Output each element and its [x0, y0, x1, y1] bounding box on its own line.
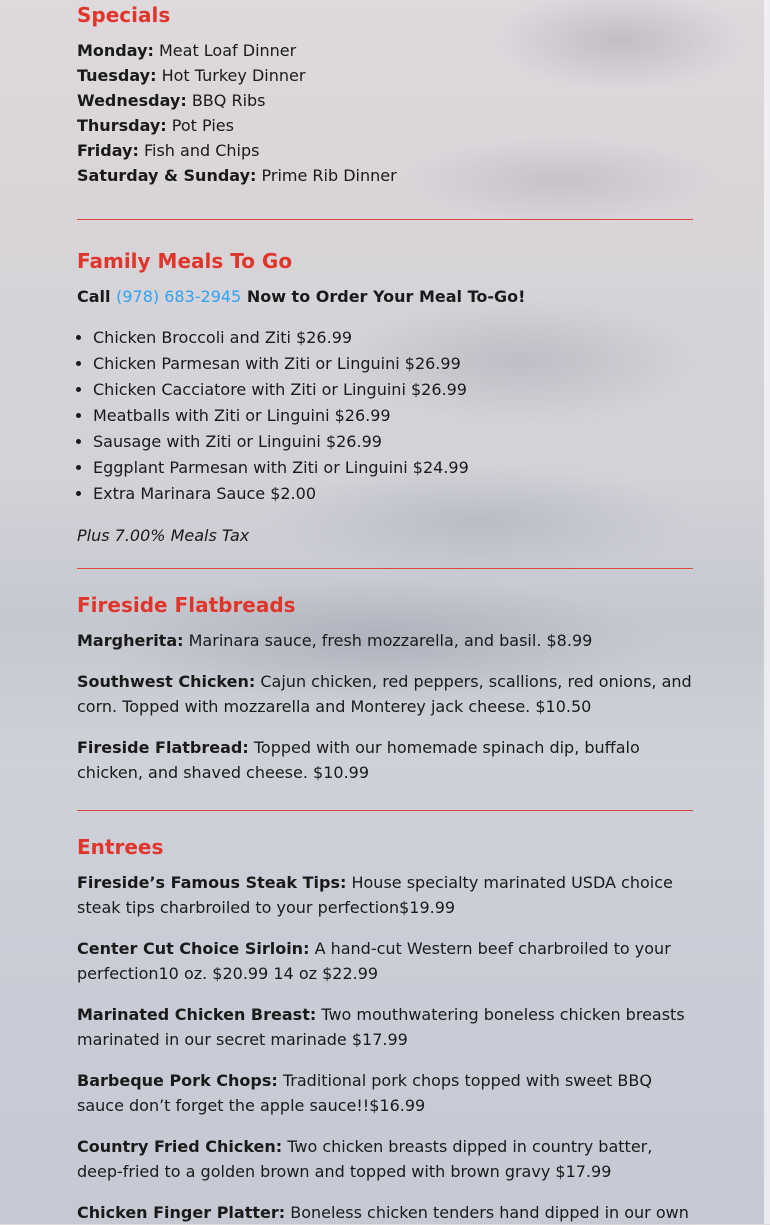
item-name: Barbeque Pork Chops: — [77, 1071, 278, 1090]
item-description: Traditional pork chops topped with sweet BBQ sauce don’t forget the apple sauce!!$16.99 — [77, 1071, 652, 1115]
list-item: • Sausage with Ziti or Linguini $26.99 — [93, 429, 693, 455]
item-description: House specialty marinated USDA choice steak tips charbroiled to your perfection$19.99 — [77, 873, 673, 917]
phone-link[interactable]: (978) 683-2945 — [116, 287, 242, 306]
menu-content — [77, 0, 693, 1225]
list-item: • Chicken Broccoli and Ziti $26.99 — [93, 325, 693, 351]
special-dish: BBQ Ribs — [191, 91, 266, 110]
entree-item — [77, 1068, 693, 1118]
entree-item — [77, 870, 693, 920]
item-description: Boneless chicken tenders hand dipped in our own — [290, 1203, 689, 1222]
item-name: Southwest Chicken: — [77, 672, 256, 691]
item-name: Margherita: — [77, 631, 184, 650]
call-to-order — [77, 284, 693, 309]
item-name: Fireside’s Famous Steak Tips: — [77, 873, 347, 892]
special-day: Wednesday: — [77, 91, 187, 110]
special-day: Saturday & Sunday: — [77, 166, 257, 185]
list-item: • Extra Marinara Sauce $2.00 — [93, 481, 693, 507]
specials-heading: Specials — [77, 3, 171, 27]
item-description: Two chicken breasts dipped in country batter, deep-fried to a golden brown and topped with brown gravy $17.99 — [77, 1137, 653, 1181]
special-thursday — [77, 113, 693, 138]
special-day: Thursday: — [77, 116, 167, 135]
call-prefix: Call — [77, 287, 111, 306]
special-monday — [77, 38, 693, 63]
list-item: • Eggplant Parmesan with Ziti or Linguini $24.99 — [93, 455, 693, 481]
list-item: • Chicken Cacciatore with Ziti or Linguini $26.99 — [93, 377, 693, 403]
special-weekend — [77, 163, 693, 188]
flatbread-item — [77, 628, 693, 653]
list-item: • Meatballs with Ziti or Linguini $26.99 — [93, 403, 693, 429]
family-meals-heading: Family Meals To Go — [77, 249, 293, 273]
special-friday — [77, 138, 693, 163]
special-dish: Prime Rib Dinner — [261, 166, 397, 185]
item-name: Fireside Flatbread: — [77, 738, 249, 757]
flatbread-item — [77, 735, 693, 785]
entree-item — [77, 1002, 693, 1052]
special-day: Friday: — [77, 141, 139, 160]
tax-note: Plus 7.00% Meals Tax — [77, 526, 250, 545]
flatbreads-heading: Fireside Flatbreads — [77, 593, 296, 617]
entree-item — [77, 1200, 693, 1225]
item-name: Marinated Chicken Breast: — [77, 1005, 317, 1024]
item-name: Country Fried Chicken: — [77, 1137, 283, 1156]
special-day: Monday: — [77, 41, 154, 60]
item-description: Two mouthwatering boneless chicken breasts marinated in our secret marinade $17.99 — [77, 1005, 685, 1049]
special-tuesday — [77, 63, 693, 88]
item-description: A hand-cut Western beef charbroiled to your perfection10 oz. $20.99 14 oz $22.99 — [77, 939, 671, 983]
divider — [77, 568, 693, 569]
right-edge-shade — [764, 0, 770, 1224]
special-dish: Meat Loaf Dinner — [158, 41, 297, 60]
special-dish: Pot Pies — [171, 116, 234, 135]
entrees-heading: Entrees — [77, 835, 164, 859]
divider — [77, 219, 693, 220]
special-dish: Fish and Chips — [143, 141, 260, 160]
call-suffix: Now to Order Your Meal To-Go! — [246, 287, 526, 306]
item-description: Topped with our homemade spinach dip, buffalo chicken, and shaved cheese. $10.99 — [77, 738, 640, 782]
item-name: Chicken Finger Platter: — [77, 1203, 286, 1222]
family-meals-list — [77, 325, 693, 507]
item-description: Marinara sauce, fresh mozzarella, and basil. $8.99 — [188, 631, 593, 650]
entree-item — [77, 936, 693, 986]
special-day: Tuesday: — [77, 66, 157, 85]
special-dish: Hot Turkey Dinner — [161, 66, 306, 85]
list-item: • Chicken Parmesan with Ziti or Linguini $26.99 — [93, 351, 693, 377]
item-description: Cajun chicken, red peppers, scallions, red onions, and corn. Topped with mozzarella and Monterey jack cheese. $10.50 — [77, 672, 692, 716]
specials-list — [77, 38, 693, 188]
special-wednesday — [77, 88, 693, 113]
flatbread-item — [77, 669, 693, 719]
item-name: Center Cut Choice Sirloin: — [77, 939, 310, 958]
entree-item — [77, 1134, 693, 1184]
divider — [77, 810, 693, 811]
